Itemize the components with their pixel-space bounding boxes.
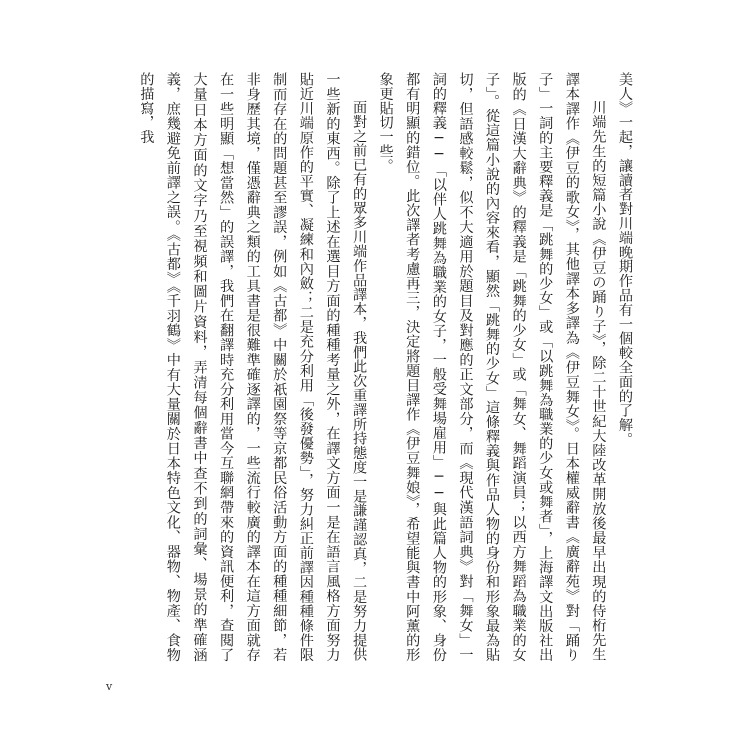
page-number: v [106, 680, 113, 693]
paragraph-3: 面對之前已有的眾多川端作品譯本，我們此次重譯所持態度一是謙謹認真，二是努力提供一些新的東西。除了上述在選目方面的種種考量之外，在譯文方面一是在語言風格方面努力貼近川端原作的平實、凝練和內斂；二是充分利用「後發優勢」，努力糾正前譯因種種條件限制而存在的問題甚至謬誤，例如《古都》中關於祇園祭等京都民俗活動方面的種種細節，若非身歷其境，僅憑辭典之類的工具書是很難準確逐譯的，一些流行較廣的譯本在這方面就存在一些明顯「想當然」的誤譯，我們在翻譯時充分利用當今互聯網帶來的資訊便利，查閱了大量日本方面的文字乃至視頻和圖片資料，弄清每個辭書中查不到的詞彙、場景的準確涵義，庶幾避免前譯之誤。《古都》《千羽鶴》中有大量關於日本特色文化、器物、物產、食物的描寫，我 [138, 72, 368, 662]
paragraph-1: 美人》一起，讓讀者對川端晚期作品有一個較全面的了解。 [617, 72, 633, 447]
body-text [98, 72, 638, 662]
paragraph-2: 川端先生的短篇小說《伊豆の踊り子》，除二十世紀大陸改革開放後最早出現的侍桁先生譯本譯作《伊豆的歌女》，其他譯本多譯為《伊豆舞女》。日本權威辭書《廣辭苑》對「踊り子」一詞的主要釋義是「跳舞的少女」或「以跳舞為職業的少女或舞者」，上海譯文出版社出版的《日漢大辭典》的釋義是「跳舞的少女」或「舞女、舞蹈演員；以西方舞蹈為職業的女子」。從這篇小說的內容來看，顯然「跳舞的少女」這條釋義與作品人物的身份和形象最為貼切，但語感較鬆，似不大適用於題目及對應的正文部分，而《現代漢語詞典》對「舞女」一詞的釋義──「以伴人跳舞為職業的女子，一般受舞場雇用」──與此篇人物的形象、身份都有明顯的錯位。此次譯者考慮再三，決定將題目譯作《伊豆舞娘》，希望能與書中阿薰的形象更貼切一些。 [377, 72, 607, 662]
